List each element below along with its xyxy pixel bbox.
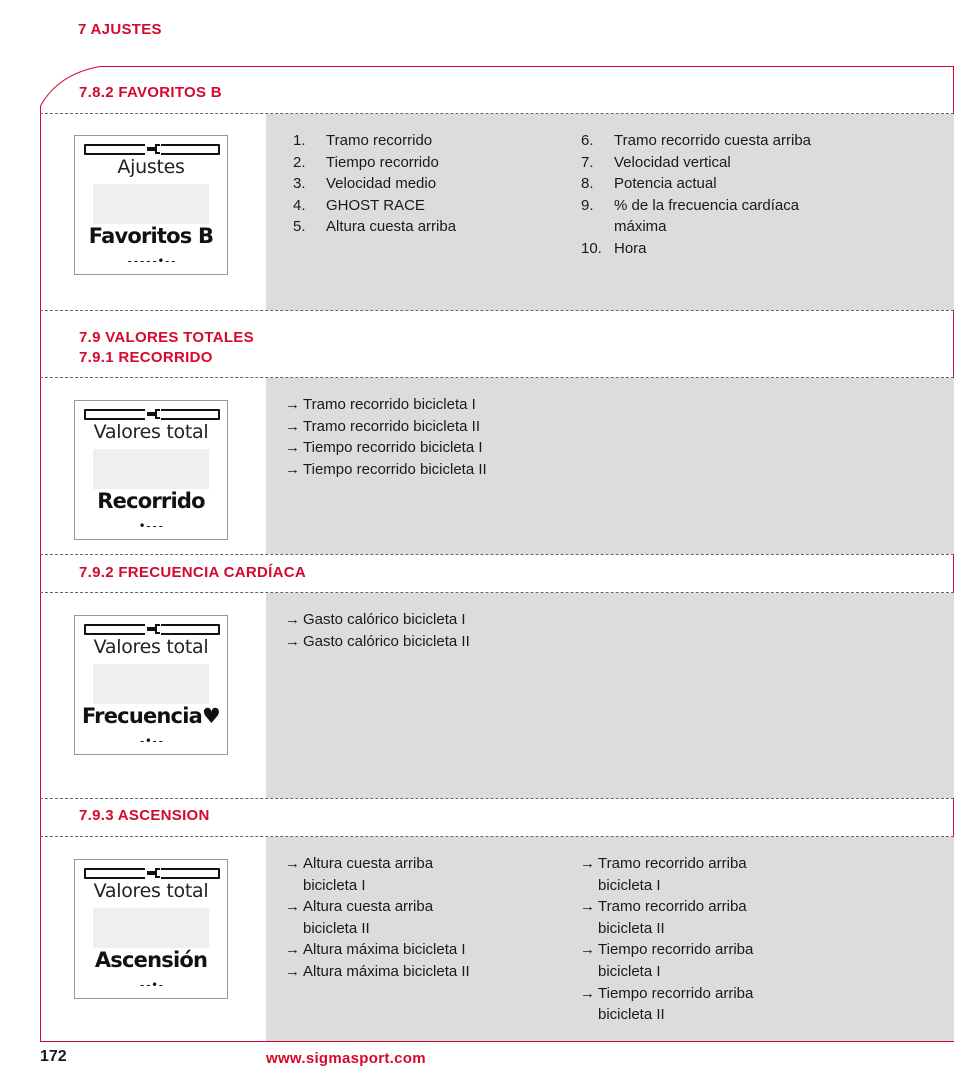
- list-item: 2. Tiempo recorrido: [293, 153, 439, 171]
- arrow-icon: →: [285, 632, 300, 650]
- screen-line-1: Ajustes: [117, 156, 185, 178]
- list-item: 5. Altura cuesta arriba: [293, 218, 457, 236]
- list-item: → Gasto calórico bicicleta II: [285, 631, 555, 653]
- section-frecuencia-body: [40, 593, 954, 798]
- list-item: 1. Tramo recorrido: [293, 132, 433, 149]
- list-item: → Tramo recorrido arriba bicicleta I: [580, 855, 747, 894]
- favorites-list-right: [581, 130, 864, 260]
- arrow-icon: →: [285, 611, 300, 628]
- list-item: 10. Hora: [581, 239, 647, 257]
- ghost-digits-graphic: [93, 664, 209, 704]
- device-screen: [74, 400, 228, 540]
- wrench-icon: [145, 623, 161, 636]
- list-item: → Altura máxima bicicleta I: [285, 939, 525, 961]
- list-item: → Tiempo recorrido arriba bicicleta I: [580, 941, 754, 980]
- subsection-title: 7.9.1 RECORRIDO: [79, 349, 213, 366]
- screen-line-2: Favoritos B: [88, 224, 214, 248]
- section-favoritos-b-header: [40, 66, 954, 114]
- arrow-icon: →: [580, 941, 595, 959]
- arrow-icon: →: [580, 984, 595, 1002]
- arrow-icon: →: [285, 855, 300, 872]
- arrow-icon: →: [580, 855, 595, 872]
- arrow-icon: →: [580, 898, 595, 916]
- device-screen: [74, 859, 228, 999]
- arrow-icon: →: [285, 962, 300, 980]
- menu-bar: [84, 624, 220, 635]
- frecuencia-list: [285, 609, 555, 652]
- favorites-list-left: [293, 130, 576, 238]
- list-item: → Altura cuesta arriba bicicleta I: [285, 855, 434, 894]
- wrench-icon: [145, 408, 161, 421]
- menu-bar: [84, 409, 220, 420]
- section-title: 7.9.2 FRECUENCIA CARDÍACA: [79, 564, 306, 581]
- section-frecuencia-header: [40, 555, 954, 593]
- arrow-icon: →: [285, 417, 300, 435]
- list-item: → Tramo recorrido bicicleta II: [285, 416, 555, 438]
- section-favoritos-b-body: [40, 114, 954, 310]
- arrow-icon: →: [285, 396, 300, 413]
- menu-bar: [84, 144, 220, 155]
- section-ascension-header: [40, 799, 954, 837]
- arrow-icon: →: [285, 941, 300, 959]
- list-item: 4. GHOST RACE: [293, 196, 425, 214]
- list-item: 9. % de la frecuencia cardíaca máxima: [581, 196, 800, 236]
- list-item: 8. Potencia actual: [581, 175, 717, 193]
- screen-line-2: Recorrido: [97, 489, 205, 513]
- list-item: 6. Tramo recorrido cuesta arriba: [581, 132, 812, 149]
- page-indicator: •---: [138, 519, 164, 533]
- list-item: → Altura cuesta arriba bicicleta II: [285, 898, 434, 937]
- page-indicator: --•-: [138, 978, 164, 992]
- screen-line-1: Valores total: [93, 636, 209, 658]
- device-screen: [74, 135, 228, 275]
- list-item: → Gasto calórico bicicleta I: [285, 609, 555, 631]
- recorrido-list: [285, 394, 555, 480]
- arrow-icon: →: [285, 898, 300, 916]
- list-item: 7. Velocidad vertical: [581, 153, 731, 171]
- page-indicator: -•--: [138, 734, 164, 748]
- section-title: 7.8.2 FAVORITOS B: [79, 84, 222, 101]
- page-indicator: -----•--: [126, 254, 176, 268]
- screen-line-2: Frecuencia♥: [81, 704, 221, 728]
- list-item: 3. Velocidad medio: [293, 175, 437, 193]
- section-title: 7.9 VALORES TOTALES: [79, 329, 254, 346]
- content-frame: [40, 66, 954, 1042]
- screen-line-2: Ascensión: [94, 948, 208, 972]
- list-item: → Altura máxima bicicleta II: [285, 961, 525, 983]
- device-screen: [74, 615, 228, 755]
- ghost-digits-graphic: [93, 184, 209, 224]
- section-recorrido-header: [40, 311, 954, 378]
- ghost-digits-graphic: [93, 449, 209, 489]
- arrow-icon: →: [285, 439, 300, 457]
- list-item: → Tiempo recorrido bicicleta II: [285, 459, 555, 481]
- section-title: 7.9.3 ASCENSION: [79, 807, 210, 824]
- screen-line-1: Valores total: [93, 880, 209, 902]
- ascension-list-left: [285, 853, 525, 983]
- section-ascension-body: [40, 837, 954, 1041]
- list-item: → Tiempo recorrido arriba bicicleta II: [580, 984, 754, 1024]
- website-url: www.sigmasport.com: [266, 1050, 426, 1067]
- section-recorrido-body: [40, 378, 954, 554]
- list-item: → Tramo recorrido arriba bicicleta II: [580, 898, 747, 937]
- ghost-digits-graphic: [93, 908, 209, 948]
- page-number: 172: [40, 1048, 67, 1065]
- chapter-heading: 7 AJUSTES: [78, 21, 162, 38]
- menu-bar: [84, 868, 220, 879]
- screen-line-1: Valores total: [93, 421, 209, 443]
- ascension-list-right: [580, 853, 795, 1026]
- arrow-icon: →: [285, 460, 300, 478]
- list-item: → Tramo recorrido bicicleta I: [285, 394, 555, 416]
- wrench-icon: [145, 867, 161, 880]
- wrench-icon: [145, 143, 161, 156]
- list-item: → Tiempo recorrido bicicleta I: [285, 437, 555, 459]
